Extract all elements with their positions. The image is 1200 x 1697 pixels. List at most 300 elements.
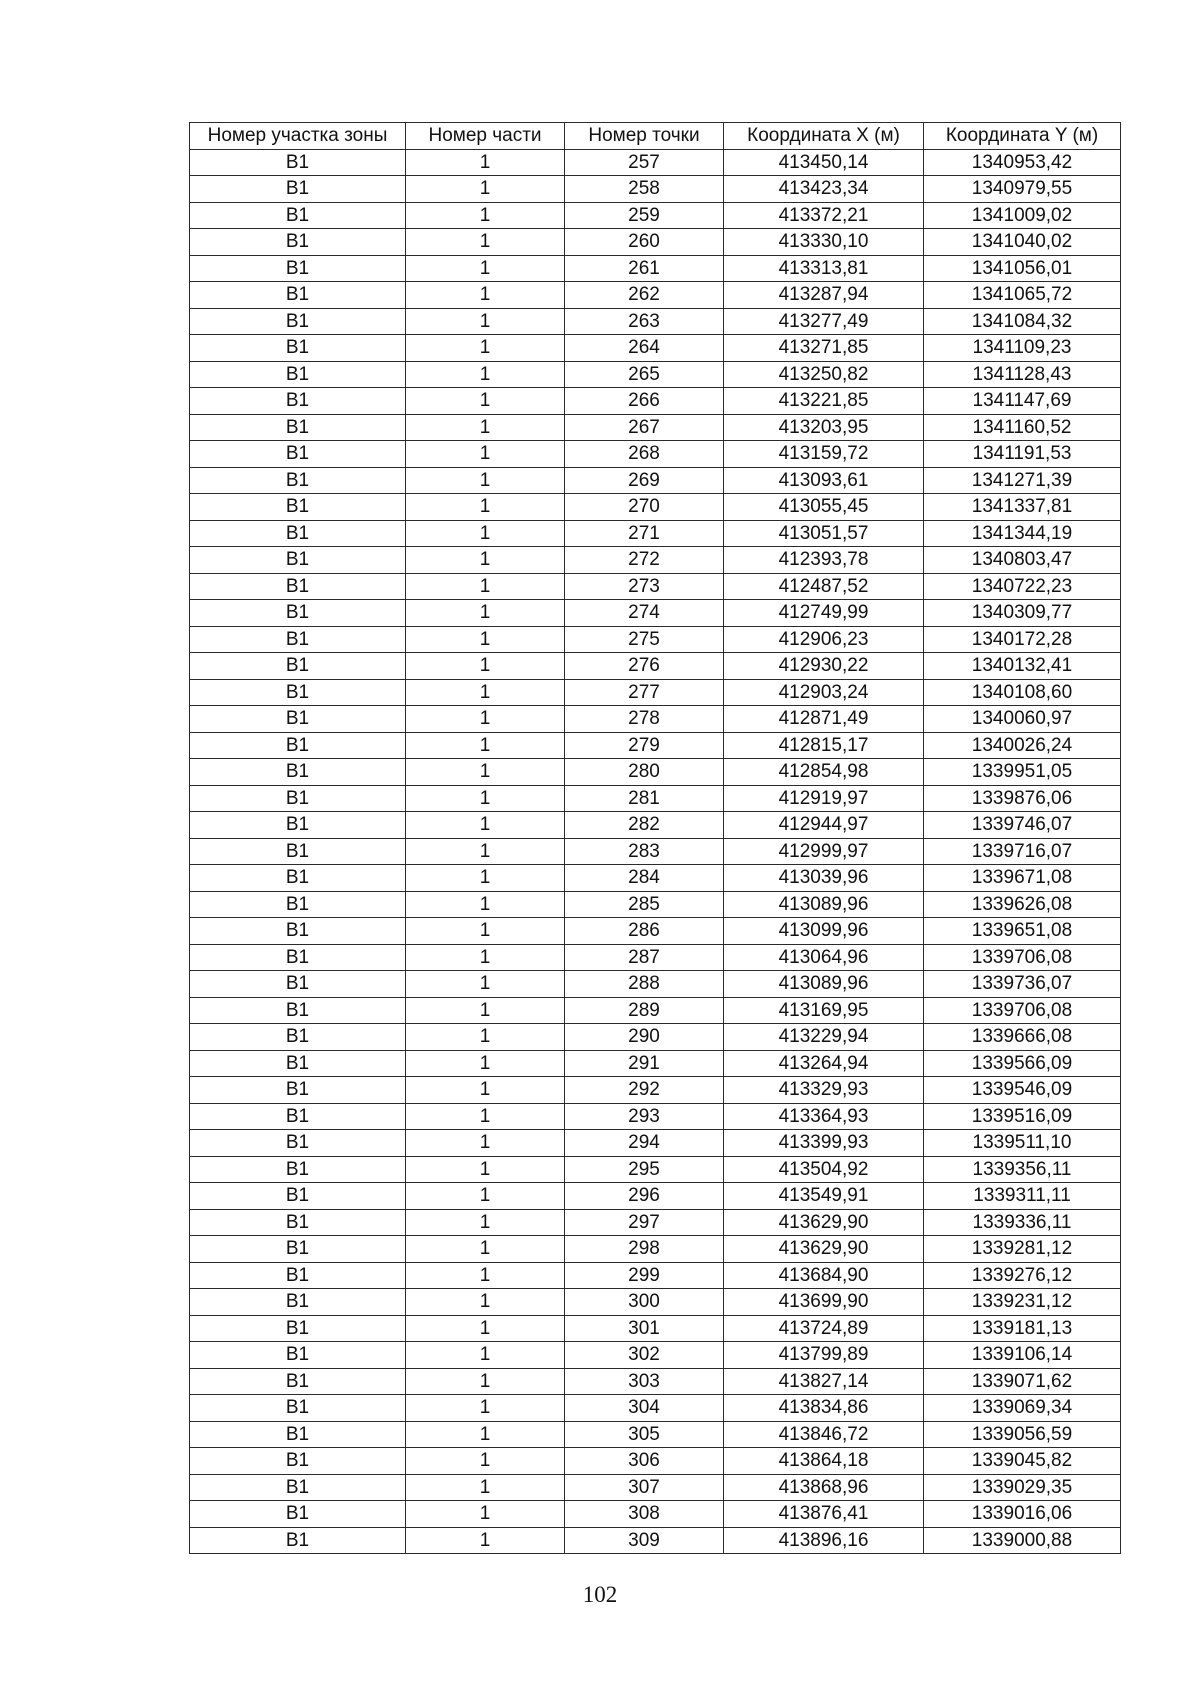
cell-part-number: 1 <box>406 1130 565 1157</box>
cell-point-number: 279 <box>565 732 724 759</box>
cell-coordinate-y: 1339511,10 <box>924 1130 1121 1157</box>
cell-coordinate-y: 1340803,47 <box>924 547 1121 574</box>
cell-point-number: 290 <box>565 1024 724 1051</box>
cell-coordinate-x: 413089,96 <box>724 891 924 918</box>
cell-zone-section: В1 <box>190 308 406 335</box>
cell-coordinate-x: 412854,98 <box>724 759 924 786</box>
cell-coordinate-y: 1339716,07 <box>924 838 1121 865</box>
cell-zone-section: В1 <box>190 202 406 229</box>
cell-coordinate-y: 1340132,41 <box>924 653 1121 680</box>
cell-coordinate-y: 1339311,11 <box>924 1183 1121 1210</box>
cell-part-number: 1 <box>406 1077 565 1104</box>
cell-coordinate-x: 413504,92 <box>724 1156 924 1183</box>
cell-point-number: 260 <box>565 229 724 256</box>
table-row <box>190 812 1121 839</box>
cell-part-number: 1 <box>406 1474 565 1501</box>
cell-part-number: 1 <box>406 1050 565 1077</box>
cell-part-number: 1 <box>406 573 565 600</box>
cell-point-number: 308 <box>565 1501 724 1528</box>
cell-point-number: 299 <box>565 1262 724 1289</box>
cell-zone-section: В1 <box>190 361 406 388</box>
table-row <box>190 1421 1121 1448</box>
cell-part-number: 1 <box>406 812 565 839</box>
cell-part-number: 1 <box>406 997 565 1024</box>
cell-point-number: 261 <box>565 255 724 282</box>
cell-zone-section: В1 <box>190 653 406 680</box>
table-row <box>190 918 1121 945</box>
cell-zone-section: В1 <box>190 573 406 600</box>
cell-zone-section: В1 <box>190 388 406 415</box>
cell-part-number: 1 <box>406 176 565 203</box>
cell-zone-section: В1 <box>190 706 406 733</box>
cell-point-number: 273 <box>565 573 724 600</box>
cell-part-number: 1 <box>406 732 565 759</box>
table-row <box>190 944 1121 971</box>
cell-coordinate-x: 413093,61 <box>724 467 924 494</box>
cell-zone-section: В1 <box>190 467 406 494</box>
table-row <box>190 1342 1121 1369</box>
table-row <box>190 414 1121 441</box>
cell-coordinate-x: 413221,85 <box>724 388 924 415</box>
cell-part-number: 1 <box>406 361 565 388</box>
cell-coordinate-y: 1341009,02 <box>924 202 1121 229</box>
cell-coordinate-x: 413287,94 <box>724 282 924 309</box>
table-row <box>190 1395 1121 1422</box>
cell-zone-section: В1 <box>190 335 406 362</box>
cell-zone-section: В1 <box>190 1130 406 1157</box>
cell-zone-section: В1 <box>190 229 406 256</box>
cell-coordinate-y: 1339566,09 <box>924 1050 1121 1077</box>
cell-point-number: 300 <box>565 1289 724 1316</box>
cell-coordinate-y: 1339231,12 <box>924 1289 1121 1316</box>
cell-point-number: 265 <box>565 361 724 388</box>
cell-zone-section: В1 <box>190 600 406 627</box>
cell-point-number: 294 <box>565 1130 724 1157</box>
cell-point-number: 263 <box>565 308 724 335</box>
cell-coordinate-y: 1340309,77 <box>924 600 1121 627</box>
cell-part-number: 1 <box>406 1236 565 1263</box>
table-row <box>190 1474 1121 1501</box>
cell-coordinate-x: 413203,95 <box>724 414 924 441</box>
cell-zone-section: В1 <box>190 1395 406 1422</box>
cell-zone-section: В1 <box>190 1448 406 1475</box>
cell-coordinate-y: 1341271,39 <box>924 467 1121 494</box>
cell-part-number: 1 <box>406 865 565 892</box>
cell-coordinate-y: 1341147,69 <box>924 388 1121 415</box>
page-number: 102 <box>582 1582 618 1607</box>
table-row <box>190 573 1121 600</box>
cell-coordinate-y: 1340060,97 <box>924 706 1121 733</box>
header-zone-section: Номер участка зоны <box>190 123 406 150</box>
table-row <box>190 1501 1121 1528</box>
cell-coordinate-x: 412944,97 <box>724 812 924 839</box>
cell-coordinate-y: 1339516,09 <box>924 1103 1121 1130</box>
cell-zone-section: В1 <box>190 944 406 971</box>
cell-point-number: 309 <box>565 1527 724 1554</box>
cell-zone-section: В1 <box>190 414 406 441</box>
table-row <box>190 1130 1121 1157</box>
cell-coordinate-y: 1341337,81 <box>924 494 1121 521</box>
header-row <box>190 123 1121 150</box>
cell-coordinate-x: 413159,72 <box>724 441 924 468</box>
table-row <box>190 361 1121 388</box>
cell-zone-section: В1 <box>190 494 406 521</box>
table-row <box>190 229 1121 256</box>
table-row <box>190 1024 1121 1051</box>
cell-coordinate-x: 413330,10 <box>724 229 924 256</box>
cell-part-number: 1 <box>406 891 565 918</box>
cell-part-number: 1 <box>406 944 565 971</box>
cell-part-number: 1 <box>406 1289 565 1316</box>
cell-coordinate-x: 413250,82 <box>724 361 924 388</box>
cell-part-number: 1 <box>406 1501 565 1528</box>
cell-coordinate-x: 413846,72 <box>724 1421 924 1448</box>
table-row <box>190 1103 1121 1130</box>
table-row <box>190 997 1121 1024</box>
cell-coordinate-x: 413399,93 <box>724 1130 924 1157</box>
cell-part-number: 1 <box>406 1342 565 1369</box>
cell-point-number: 262 <box>565 282 724 309</box>
table-header <box>190 123 1121 150</box>
table-row <box>190 388 1121 415</box>
cell-coordinate-y: 1341344,19 <box>924 520 1121 547</box>
cell-part-number: 1 <box>406 759 565 786</box>
table-row <box>190 785 1121 812</box>
cell-coordinate-x: 413684,90 <box>724 1262 924 1289</box>
cell-zone-section: В1 <box>190 838 406 865</box>
cell-coordinate-y: 1339056,59 <box>924 1421 1121 1448</box>
cell-coordinate-x: 413364,93 <box>724 1103 924 1130</box>
cell-coordinate-x: 412906,23 <box>724 626 924 653</box>
table-row <box>190 759 1121 786</box>
cell-coordinate-y: 1339951,05 <box>924 759 1121 786</box>
cell-point-number: 296 <box>565 1183 724 1210</box>
cell-coordinate-y: 1339181,13 <box>924 1315 1121 1342</box>
header-coordinate-x: Координата X (м) <box>724 123 924 150</box>
cell-coordinate-x: 413372,21 <box>724 202 924 229</box>
cell-point-number: 303 <box>565 1368 724 1395</box>
cell-coordinate-y: 1339029,35 <box>924 1474 1121 1501</box>
cell-part-number: 1 <box>406 1156 565 1183</box>
cell-point-number: 272 <box>565 547 724 574</box>
cell-zone-section: В1 <box>190 1289 406 1316</box>
cell-point-number: 269 <box>565 467 724 494</box>
cell-coordinate-x: 412999,97 <box>724 838 924 865</box>
cell-point-number: 291 <box>565 1050 724 1077</box>
cell-part-number: 1 <box>406 1421 565 1448</box>
cell-coordinate-y: 1341065,72 <box>924 282 1121 309</box>
cell-coordinate-y: 1339045,82 <box>924 1448 1121 1475</box>
cell-coordinate-x: 412903,24 <box>724 679 924 706</box>
cell-part-number: 1 <box>406 653 565 680</box>
cell-part-number: 1 <box>406 918 565 945</box>
cell-coordinate-x: 413724,89 <box>724 1315 924 1342</box>
table-row <box>190 1448 1121 1475</box>
cell-coordinate-x: 413629,90 <box>724 1236 924 1263</box>
cell-part-number: 1 <box>406 600 565 627</box>
cell-coordinate-x: 413089,96 <box>724 971 924 998</box>
table-row <box>190 202 1121 229</box>
cell-coordinate-x: 413549,91 <box>724 1183 924 1210</box>
cell-coordinate-x: 412930,22 <box>724 653 924 680</box>
cell-coordinate-x: 413799,89 <box>724 1342 924 1369</box>
cell-coordinate-x: 413868,96 <box>724 1474 924 1501</box>
table-row <box>190 1156 1121 1183</box>
cell-coordinate-x: 412919,97 <box>724 785 924 812</box>
table-row <box>190 1209 1121 1236</box>
cell-part-number: 1 <box>406 971 565 998</box>
cell-point-number: 278 <box>565 706 724 733</box>
table-row <box>190 1050 1121 1077</box>
table-row <box>190 149 1121 176</box>
cell-zone-section: В1 <box>190 1315 406 1342</box>
cell-point-number: 298 <box>565 1236 724 1263</box>
cell-point-number: 277 <box>565 679 724 706</box>
cell-zone-section: В1 <box>190 1342 406 1369</box>
cell-part-number: 1 <box>406 1315 565 1342</box>
cell-zone-section: В1 <box>190 997 406 1024</box>
cell-coordinate-x: 413864,18 <box>724 1448 924 1475</box>
cell-coordinate-y: 1340026,24 <box>924 732 1121 759</box>
table-row <box>190 1315 1121 1342</box>
table-row <box>190 255 1121 282</box>
cell-part-number: 1 <box>406 467 565 494</box>
cell-coordinate-x: 413064,96 <box>724 944 924 971</box>
cell-point-number: 306 <box>565 1448 724 1475</box>
cell-part-number: 1 <box>406 1024 565 1051</box>
cell-coordinate-x: 413051,57 <box>724 520 924 547</box>
cell-point-number: 274 <box>565 600 724 627</box>
cell-zone-section: В1 <box>190 1421 406 1448</box>
cell-point-number: 302 <box>565 1342 724 1369</box>
cell-zone-section: В1 <box>190 1527 406 1554</box>
cell-coordinate-x: 413423,34 <box>724 176 924 203</box>
table-row <box>190 1236 1121 1263</box>
cell-zone-section: В1 <box>190 1368 406 1395</box>
cell-coordinate-x: 413229,94 <box>724 1024 924 1051</box>
cell-point-number: 259 <box>565 202 724 229</box>
cell-zone-section: В1 <box>190 732 406 759</box>
table-row <box>190 679 1121 706</box>
cell-part-number: 1 <box>406 1527 565 1554</box>
table-row <box>190 335 1121 362</box>
cell-part-number: 1 <box>406 785 565 812</box>
cell-coordinate-y: 1339356,11 <box>924 1156 1121 1183</box>
cell-part-number: 1 <box>406 494 565 521</box>
cell-part-number: 1 <box>406 149 565 176</box>
table-row <box>190 494 1121 521</box>
cell-part-number: 1 <box>406 282 565 309</box>
cell-zone-section: В1 <box>190 149 406 176</box>
cell-coordinate-y: 1341160,52 <box>924 414 1121 441</box>
table-row <box>190 838 1121 865</box>
cell-part-number: 1 <box>406 441 565 468</box>
table-row <box>190 1368 1121 1395</box>
cell-coordinate-y: 1339336,11 <box>924 1209 1121 1236</box>
cell-point-number: 270 <box>565 494 724 521</box>
cell-coordinate-y: 1339281,12 <box>924 1236 1121 1263</box>
table-row <box>190 441 1121 468</box>
cell-coordinate-x: 413271,85 <box>724 335 924 362</box>
cell-part-number: 1 <box>406 626 565 653</box>
cell-coordinate-y: 1341040,02 <box>924 229 1121 256</box>
cell-coordinate-x: 413039,96 <box>724 865 924 892</box>
cell-coordinate-y: 1340953,42 <box>924 149 1121 176</box>
cell-coordinate-y: 1341128,43 <box>924 361 1121 388</box>
cell-coordinate-x: 413055,45 <box>724 494 924 521</box>
cell-point-number: 283 <box>565 838 724 865</box>
cell-zone-section: В1 <box>190 441 406 468</box>
cell-zone-section: В1 <box>190 520 406 547</box>
cell-coordinate-y: 1339546,09 <box>924 1077 1121 1104</box>
table-row <box>190 282 1121 309</box>
cell-coordinate-x: 413099,96 <box>724 918 924 945</box>
cell-zone-section: В1 <box>190 626 406 653</box>
cell-part-number: 1 <box>406 229 565 256</box>
table-row <box>190 308 1121 335</box>
cell-part-number: 1 <box>406 414 565 441</box>
cell-coordinate-y: 1340108,60 <box>924 679 1121 706</box>
cell-point-number: 280 <box>565 759 724 786</box>
cell-zone-section: В1 <box>190 255 406 282</box>
cell-coordinate-x: 412749,99 <box>724 600 924 627</box>
cell-point-number: 264 <box>565 335 724 362</box>
cell-point-number: 281 <box>565 785 724 812</box>
cell-coordinate-y: 1339746,07 <box>924 812 1121 839</box>
cell-point-number: 304 <box>565 1395 724 1422</box>
cell-point-number: 257 <box>565 149 724 176</box>
cell-point-number: 285 <box>565 891 724 918</box>
table-row <box>190 520 1121 547</box>
table-row <box>190 1077 1121 1104</box>
cell-zone-section: В1 <box>190 1262 406 1289</box>
table-row <box>190 626 1121 653</box>
header-coordinate-y: Координата Y (м) <box>924 123 1121 150</box>
cell-zone-section: В1 <box>190 891 406 918</box>
cell-coordinate-x: 412487,52 <box>724 573 924 600</box>
cell-point-number: 266 <box>565 388 724 415</box>
cell-coordinate-y: 1339106,14 <box>924 1342 1121 1369</box>
cell-coordinate-x: 413896,16 <box>724 1527 924 1554</box>
cell-zone-section: В1 <box>190 1024 406 1051</box>
cell-part-number: 1 <box>406 388 565 415</box>
cell-coordinate-y: 1340172,28 <box>924 626 1121 653</box>
cell-coordinate-x: 413169,95 <box>724 997 924 1024</box>
cell-coordinate-x: 413876,41 <box>724 1501 924 1528</box>
cell-coordinate-y: 1339276,12 <box>924 1262 1121 1289</box>
cell-coordinate-y: 1339671,08 <box>924 865 1121 892</box>
cell-point-number: 276 <box>565 653 724 680</box>
cell-zone-section: В1 <box>190 1050 406 1077</box>
cell-coordinate-y: 1339666,08 <box>924 1024 1121 1051</box>
cell-coordinate-y: 1339706,08 <box>924 944 1121 971</box>
cell-zone-section: В1 <box>190 679 406 706</box>
cell-part-number: 1 <box>406 679 565 706</box>
cell-coordinate-x: 413277,49 <box>724 308 924 335</box>
cell-part-number: 1 <box>406 1262 565 1289</box>
table-row <box>190 865 1121 892</box>
cell-zone-section: В1 <box>190 1474 406 1501</box>
cell-point-number: 282 <box>565 812 724 839</box>
cell-coordinate-x: 413329,93 <box>724 1077 924 1104</box>
table-row <box>190 176 1121 203</box>
cell-coordinate-y: 1339016,06 <box>924 1501 1121 1528</box>
cell-zone-section: В1 <box>190 282 406 309</box>
cell-part-number: 1 <box>406 838 565 865</box>
cell-part-number: 1 <box>406 547 565 574</box>
cell-point-number: 271 <box>565 520 724 547</box>
cell-zone-section: В1 <box>190 1156 406 1183</box>
cell-point-number: 305 <box>565 1421 724 1448</box>
cell-point-number: 286 <box>565 918 724 945</box>
table-row <box>190 600 1121 627</box>
table-row <box>190 547 1121 574</box>
table-row <box>190 467 1121 494</box>
cell-point-number: 295 <box>565 1156 724 1183</box>
cell-point-number: 268 <box>565 441 724 468</box>
table-row <box>190 1527 1121 1554</box>
table-row <box>190 1262 1121 1289</box>
cell-coordinate-y: 1341191,53 <box>924 441 1121 468</box>
cell-coordinate-y: 1339626,08 <box>924 891 1121 918</box>
cell-point-number: 275 <box>565 626 724 653</box>
cell-part-number: 1 <box>406 1103 565 1130</box>
cell-coordinate-x: 413313,81 <box>724 255 924 282</box>
cell-zone-section: В1 <box>190 785 406 812</box>
cell-point-number: 297 <box>565 1209 724 1236</box>
cell-zone-section: В1 <box>190 1209 406 1236</box>
cell-coordinate-x: 413827,14 <box>724 1368 924 1395</box>
cell-zone-section: В1 <box>190 918 406 945</box>
cell-coordinate-y: 1340722,23 <box>924 573 1121 600</box>
table-row <box>190 1183 1121 1210</box>
header-part-number: Номер части <box>406 123 565 150</box>
cell-coordinate-x: 412871,49 <box>724 706 924 733</box>
cell-zone-section: В1 <box>190 865 406 892</box>
cell-point-number: 287 <box>565 944 724 971</box>
cell-part-number: 1 <box>406 1395 565 1422</box>
cell-point-number: 284 <box>565 865 724 892</box>
cell-part-number: 1 <box>406 1448 565 1475</box>
cell-zone-section: В1 <box>190 1501 406 1528</box>
cell-point-number: 289 <box>565 997 724 1024</box>
cell-coordinate-y: 1341109,23 <box>924 335 1121 362</box>
table-row <box>190 653 1121 680</box>
cell-point-number: 258 <box>565 176 724 203</box>
cell-zone-section: В1 <box>190 1077 406 1104</box>
cell-point-number: 293 <box>565 1103 724 1130</box>
cell-zone-section: В1 <box>190 547 406 574</box>
header-point-number: Номер точки <box>565 123 724 150</box>
cell-coordinate-x: 413699,90 <box>724 1289 924 1316</box>
cell-part-number: 1 <box>406 335 565 362</box>
table-body <box>190 149 1121 1554</box>
table-row <box>190 1289 1121 1316</box>
coordinates-table <box>189 122 1121 1554</box>
table-row <box>190 891 1121 918</box>
cell-part-number: 1 <box>406 706 565 733</box>
cell-coordinate-y: 1339651,08 <box>924 918 1121 945</box>
cell-coordinate-y: 1339069,34 <box>924 1395 1121 1422</box>
cell-coordinate-y: 1339071,62 <box>924 1368 1121 1395</box>
cell-point-number: 267 <box>565 414 724 441</box>
cell-part-number: 1 <box>406 1368 565 1395</box>
cell-point-number: 288 <box>565 971 724 998</box>
cell-coordinate-y: 1340979,55 <box>924 176 1121 203</box>
cell-part-number: 1 <box>406 308 565 335</box>
cell-coordinate-x: 412815,17 <box>724 732 924 759</box>
cell-zone-section: В1 <box>190 971 406 998</box>
